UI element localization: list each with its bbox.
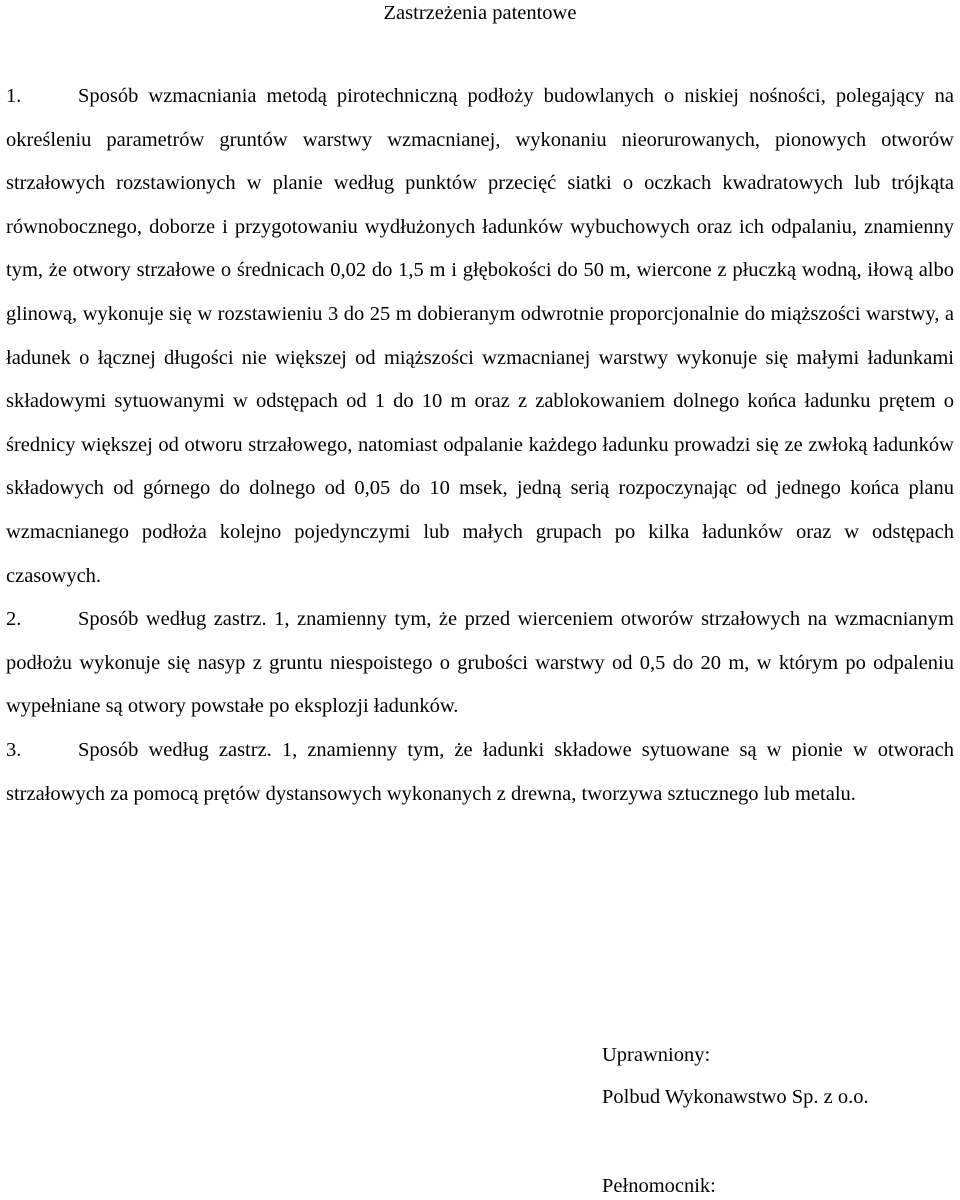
claim-number: 1. xyxy=(6,85,22,107)
claim-number: 2. xyxy=(6,608,22,631)
claim-3 xyxy=(6,729,954,816)
document-title: Zastrzeżenia patentowe xyxy=(383,2,577,24)
claim-text: Sposób według zastrz. 1, znamienny tym, że przed wierceniem otworów strzałowych na wzmacnianym podłożu wykonuje się nasyp z gruntu niespoistego o grubości warstwy od 0,5 do 20 m, w którym po odpaleniu wypełniane są otwory powstałe po eksplozji ładunków. xyxy=(6,608,954,718)
authorized-label: Uprawniony: xyxy=(602,1044,711,1066)
claim-text: Sposób wzmacniania metodą pirotechniczną podłoży budowlanych o niskiej nośności, polegający na określeniu parametrów gruntów warstwy wzmacnianej, wykonaniu nieorurowanych, pionowych otworów strzałowych rozstawionych w planie według punktów przecięć siatki o oczkach kwadratowych lub trójkąta równobocznego, doborze i przygotowaniu wydłużonych ładunków wybuchowych oraz ich odpalaniu, znamienny tym, że otwory strzałowe o średnicach 0,02 do 1,5 m i głębokości do 50 m, wiercone z płuczką wodną, iłową albo glinową, wykonuje się w rozstawieniu 3 do 25 m dobieranym odwrotnie proporcjonalnie do miąższości warstwy, a ładunek o łącznej długości nie większej od miąższości wzmacnianej warstwy wykonuje się małymi ładunkami składowymi sytuowanymi w odstępach od 1 do 10 m oraz z zablokowaniem dolnego końca ładunku prętem o średnicy większej od otworu strzałowego, natomiast odpalanie każdego ładunku prowadzi się ze zwłoką ładunków składowych od górnego do dolnego od 0,05 do 10 msek, jedną serią rozpoczynając od jednego końca planu wzmacnianego podłoża kolejno pojedynczymi lub małych grupach po kilka ładunków oraz w odstępach czasowych. xyxy=(6,85,954,587)
attorney-label: Pełnomocnik: xyxy=(602,1175,716,1197)
authorized-name: Polbud Wykonawstwo Sp. z o.o. xyxy=(602,1086,869,1108)
claims-list xyxy=(6,75,954,816)
claim-2 xyxy=(6,598,954,729)
claim-number: 3. xyxy=(6,738,22,761)
claim-text: Sposób według zastrz. 1, znamienny tym, że ładunki składowe sytuowane są w pionie w otworach strzałowych za pomocą prętów dystansowych wykonanych z drewna, tworzywa sztucznego lub metalu. xyxy=(6,738,954,805)
claim-1 xyxy=(6,75,954,598)
